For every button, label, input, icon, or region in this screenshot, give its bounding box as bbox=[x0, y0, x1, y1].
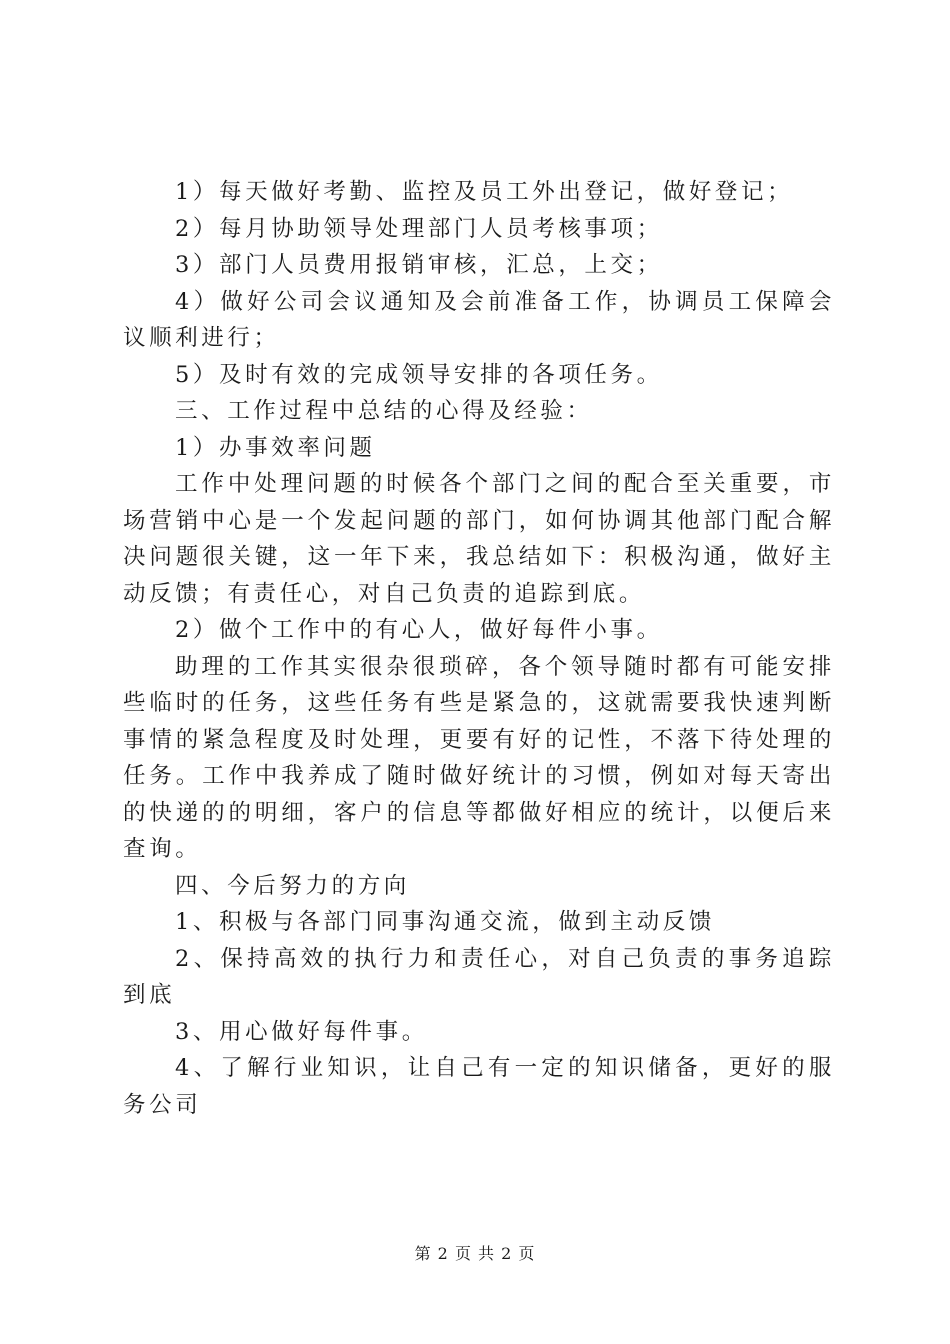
subheading-attentive: 2）做个工作中的有心人，做好每件小事。 bbox=[175, 617, 663, 643]
paragraph-efficiency: 工作中处理问题的时候各个部门之间的配合至关重要，市场营销中心是一个发起问题的部门，如何协调其他部门配合解决问题很关键，这一年下来，我总结如下：积极沟通，做好主动反馈；有责任心，对自己负责的追踪到底。 bbox=[123, 471, 835, 607]
list-item-duty-3: 3）部门人员费用报销审核，汇总，上交； bbox=[175, 252, 663, 278]
list-item-duty-2: 2）每月协助领导处理部门人员考核事项； bbox=[175, 215, 663, 242]
list-item-future-1: 1、积极与各部门同事沟通交流，做到主动反馈 bbox=[175, 909, 715, 935]
list-item-duty-1: 1）每天做好考勤、监控及员工外出登记，做好登记； bbox=[175, 179, 794, 205]
list-item-future-4: 4、了解行业知识，让自己有一定的知识储备，更好的服务公司 bbox=[123, 1055, 835, 1118]
section-heading-experience: 三、工作过程中总结的心得及经验： bbox=[175, 398, 593, 424]
subheading-efficiency: 1）办事效率问题 bbox=[175, 434, 376, 461]
list-item-duty-5: 5）及时有效的完成领导安排的各项任务。 bbox=[175, 361, 663, 388]
list-item-duty-4: 4）做好公司会议通知及会前准备工作，协调员工保障会议顺利进行； bbox=[123, 288, 835, 351]
section-heading-future: 四、今后努力的方向 bbox=[175, 872, 410, 899]
list-item-future-3: 3、用心做好每件事。 bbox=[175, 1018, 428, 1045]
document-body bbox=[123, 174, 835, 1123]
list-item-future-2: 2、保持高效的执行力和责任心，对自己负责的事务追踪到底 bbox=[123, 945, 835, 1008]
paragraph-assistant-work: 助理的工作其实很杂很琐碎，各个领导随时都有可能安排些临时的任务，这些任务有些是紧急的，这就需要我快速判断事情的紧急程度及时处理，更要有好的记性，不落下待处理的任务。工作中我养成了随时做好统计的习惯，例如对每天寄出的快递的的明细，客户的信息等都做好相应的统计，以便后来查询。 bbox=[123, 653, 835, 862]
page-number-footer: 第 2 页 共 2 页 bbox=[414, 1244, 536, 1263]
